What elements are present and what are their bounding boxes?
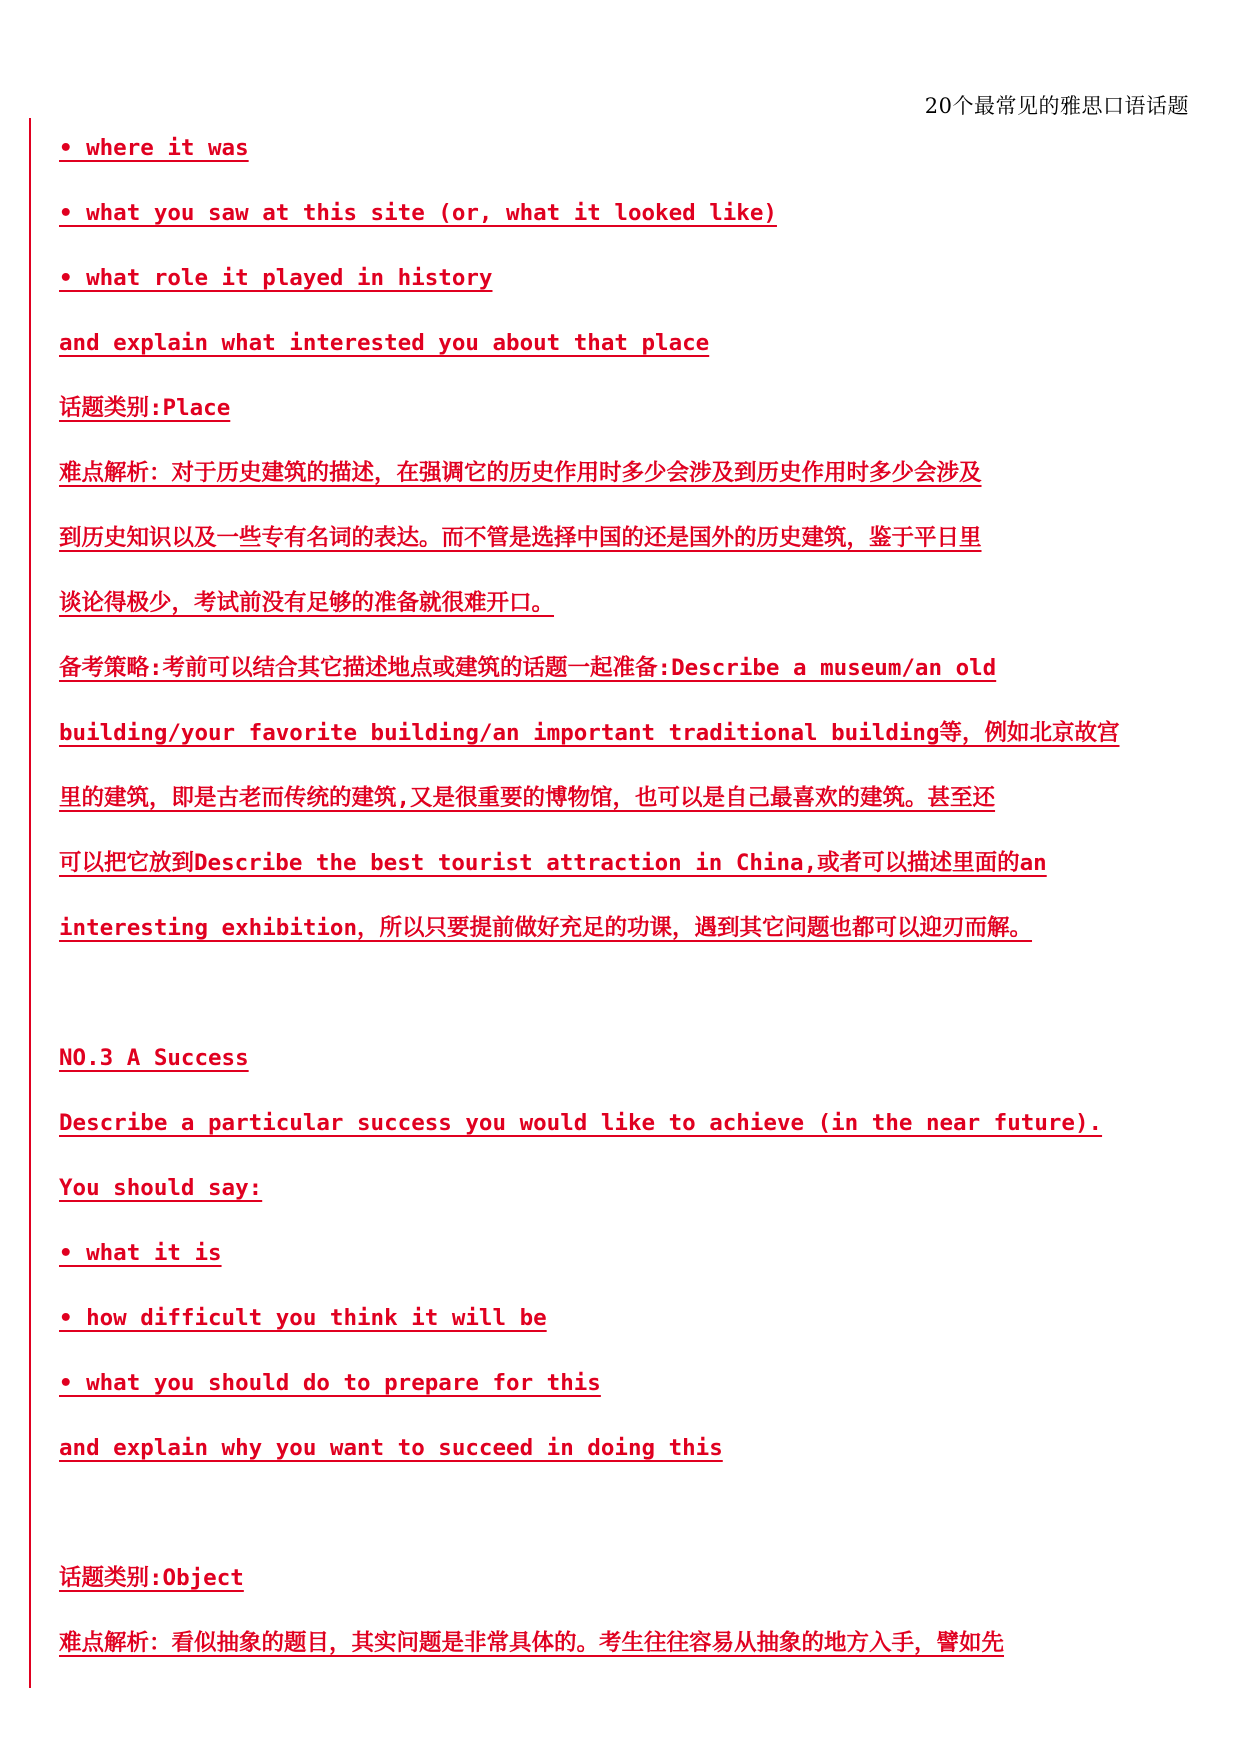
bullet-what-it-is: • what it is: [59, 1240, 222, 1266]
explain-why-line: and explain why you want to succeed in doing this: [59, 1435, 723, 1461]
bullet-what-you-saw: • what you saw at this site (or, what it looked like): [59, 200, 777, 226]
document-body: [59, 132, 1189, 1692]
difficulty-analysis-object: 难点解析：看似抽象的题目，其实问题是非常具体的。考生往往容易从抽象的地方入手，譬如先: [59, 1630, 1005, 1656]
you-should-say: You should say:: [59, 1175, 263, 1201]
section-heading: NO.3 A Success: [59, 1045, 249, 1071]
topic-category-place: 话题类别:Place: [59, 395, 231, 421]
strategy-line-4: 可以把它放到Describe the best tourist attraction in China,或者可以描述里面的an: [59, 850, 1047, 876]
bullet-how-difficult: • how difficult you think it will be: [59, 1305, 547, 1331]
paragraph-spacer: [59, 977, 1189, 1042]
topic-category-object: 话题类别:Object: [59, 1565, 244, 1591]
page-header-title: 20个最常见的雅思口语话题: [924, 94, 1189, 118]
paragraph-spacer: [59, 1497, 1189, 1562]
bullet-where-it-was: • where it was: [59, 135, 249, 161]
strategy-line-1: 备考策略:考前可以结合其它描述地点或建筑的话题一起准备:Describe a museum/an old: [59, 655, 997, 681]
bullet-prepare: • what you should do to prepare for this: [59, 1370, 601, 1396]
difficulty-analysis-line-3: 谈论得极少，考试前没有足够的准备就很难开口。: [59, 590, 555, 616]
prompt-line: Describe a particular success you would like to achieve (in the near future).: [59, 1110, 1103, 1136]
difficulty-analysis-line-1: 难点解析：对于历史建筑的描述，在强调它的历史作用时多少会涉及到历史作用时多少会涉及: [59, 460, 982, 486]
bullet-role-in-history: • what role it played in history: [59, 265, 493, 291]
strategy-line-5: interesting exhibition，所以只要提前做好充足的功课，遇到其它问题也都可以迎刃而解。: [59, 915, 1033, 941]
margin-line: [29, 118, 31, 1688]
strategy-line-2: building/your favorite building/an important traditional building等，例如北京故宫: [59, 720, 1120, 746]
difficulty-analysis-line-2: 到历史知识以及一些专有名词的表达。而不管是选择中国的还是国外的历史建筑，鉴于平日里: [59, 525, 982, 551]
strategy-line-3: 里的建筑，即是古老而传统的建筑,又是很重要的博物馆，也可以是自己最喜欢的建筑。甚至还: [59, 785, 996, 811]
explain-line: and explain what interested you about that place: [59, 330, 710, 356]
